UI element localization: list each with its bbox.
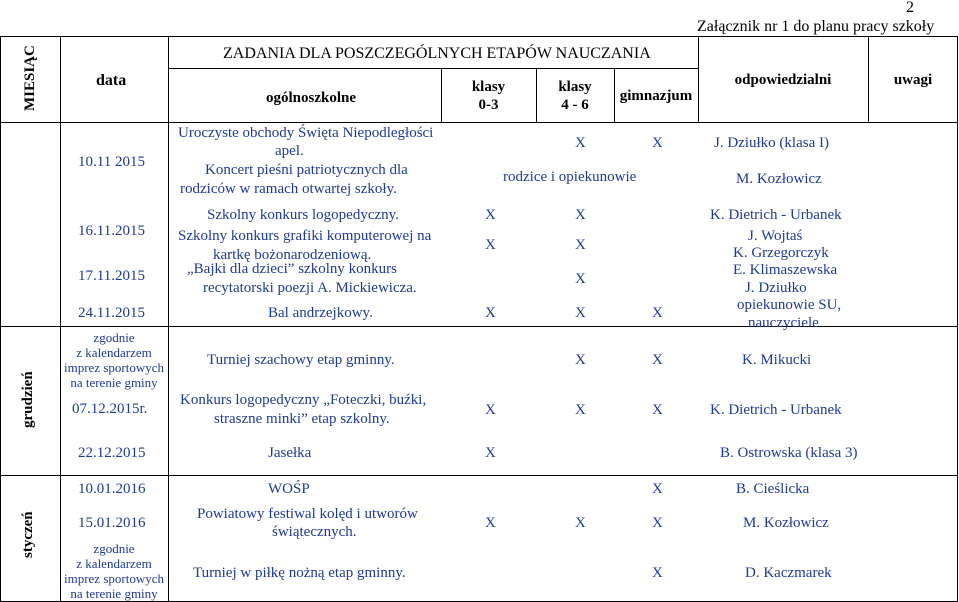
row5-line1: Bal andrzejkowy. — [268, 305, 373, 321]
row5-x2: X — [575, 305, 586, 321]
row7-line2: straszne minki” etap szkolny. — [214, 411, 390, 427]
row4-resp2: J. Dziułko — [745, 280, 807, 296]
header-general: ogólnoszkolne — [266, 90, 357, 106]
row7-resp: K. Dietrich - Urbanek — [710, 402, 842, 418]
row9-x1: X — [652, 481, 663, 497]
row7-line1: Konkurs logopedyczny „Foteczki, buźki, — [180, 392, 427, 408]
row4-resp1: E. Klimaszewska — [733, 262, 838, 278]
row4-line2: recytatorski poezji A. Mickiewicza. — [203, 280, 417, 296]
row1-resp1: J. Dziułko (klasa I) — [714, 135, 829, 151]
row11-line1: Turniej w piłkę nożną etap gminny. — [193, 565, 406, 581]
row2-line1: Szkolny konkurs logopedyczny. — [207, 207, 399, 223]
row7-x3: X — [652, 402, 663, 418]
row3-resp1: J. Wojtaś — [748, 228, 803, 244]
row6-d2: z kalendarzem — [76, 345, 152, 360]
row11-d1: zgodnie — [93, 541, 135, 556]
row10-x3: X — [652, 515, 663, 531]
row5-date: 24.11.2015 — [78, 305, 145, 321]
row1-line3: Koncert pieśni patriotycznych dla — [205, 162, 408, 178]
row10-line1: Powiatowy festiwal kolęd i utworów — [197, 506, 418, 522]
row2-x1: X — [485, 207, 496, 223]
header-notes: uwagi — [893, 72, 933, 88]
row3-resp2: K. Grzegorczyk — [733, 245, 829, 261]
row5-resp1: opiekunowie SU, — [737, 297, 842, 313]
row1-resp2: M. Kozłowicz — [736, 171, 822, 187]
row6-resp: K. Mikucki — [742, 352, 812, 368]
row10-date: 15.01.2016 — [78, 515, 146, 531]
month-january: styczeń — [20, 511, 36, 559]
row5-resp2: nauczyciele — [748, 315, 819, 331]
month-december: grudzień — [20, 371, 36, 429]
row1-line2: apel. — [275, 143, 304, 159]
row9-resp: B. Cieślicka — [736, 481, 810, 497]
header-resp: odpowiedzialni — [734, 72, 832, 88]
row11-x1: X — [652, 565, 663, 581]
row6-line1: Turniej szachowy etap gminny. — [207, 352, 395, 368]
row1-x1: X — [575, 135, 586, 151]
row6-d4: na terenie gminy — [70, 375, 158, 390]
row4-date: 17.11.2015 — [78, 268, 145, 284]
header-cls03-a: klasy — [471, 79, 506, 95]
row2-date: 16.11.2015 — [78, 223, 145, 239]
row1-date: 10.11 2015 — [78, 154, 145, 170]
attachment-note: Załącznik nr 1 do planu pracy szkoły — [697, 18, 935, 35]
row3-line2: kartkę bożonarodzeniową. — [213, 247, 372, 263]
row8-x1: X — [485, 445, 496, 461]
row7-x1: X — [485, 402, 496, 418]
header-cls03-b: 0-3 — [478, 97, 499, 113]
row10-resp: M. Kozłowicz — [743, 515, 829, 531]
row1-parents: rodzice i opiekunowie — [503, 169, 637, 185]
row11-resp: D. Kaczmarek — [745, 565, 832, 581]
row9-date: 10.01.2016 — [78, 481, 146, 497]
row5-x1: X — [485, 305, 496, 321]
row10-x1: X — [485, 515, 496, 531]
row6-d3: imprez sportowych — [63, 360, 164, 375]
row3-x2: X — [575, 237, 586, 253]
row6-x2: X — [652, 352, 663, 368]
row9-line1: WOŚP — [268, 481, 310, 497]
row10-line2: świątecznych. — [272, 524, 357, 540]
row7-x2: X — [575, 402, 586, 418]
header-month: MIESIĄC — [22, 45, 38, 111]
row11-d4: na terenie gminy — [70, 586, 158, 601]
header-date: data — [96, 72, 127, 89]
header-cls46-b: 4 - 6 — [561, 97, 589, 113]
row5-x3: X — [652, 305, 663, 321]
row6-x1: X — [575, 352, 586, 368]
row8-line1: Jasełka — [268, 445, 312, 461]
row4-x1: X — [575, 271, 586, 287]
row2-resp: K. Dietrich - Urbanek — [710, 207, 842, 223]
row11-d2: z kalendarzem — [76, 556, 152, 571]
row3-line1: Szkolny konkurs grafiki komputerowej na — [178, 228, 432, 244]
row3-x1: X — [485, 237, 496, 253]
row2-x2: X — [575, 207, 586, 223]
row8-resp: B. Ostrowska (klasa 3) — [720, 445, 858, 461]
header-tasks: ZADANIA DLA POSZCZEGÓLNYCH ETAPÓW NAUCZANIA — [223, 45, 651, 62]
row4-line1: „Bajki dla dzieci” szkolny konkurs — [187, 261, 397, 277]
row1-line4: rodziców w ramach otwartej szkoły. — [180, 181, 397, 197]
row8-date: 22.12.2015 — [78, 445, 146, 461]
header-gim: gimnazjum — [619, 88, 693, 104]
row1-line1: Uroczyste obchody Święta Niepodległości — [178, 125, 434, 141]
row6-d1: zgodnie — [93, 330, 135, 345]
row1-x2: X — [652, 135, 663, 151]
row10-x2: X — [575, 515, 586, 531]
row11-d3: imprez sportowych — [63, 571, 164, 586]
page-number: 2 — [906, 0, 914, 16]
header-cls46-a: klasy — [558, 79, 592, 95]
row7-date: 07.12.2015r. — [72, 401, 148, 417]
